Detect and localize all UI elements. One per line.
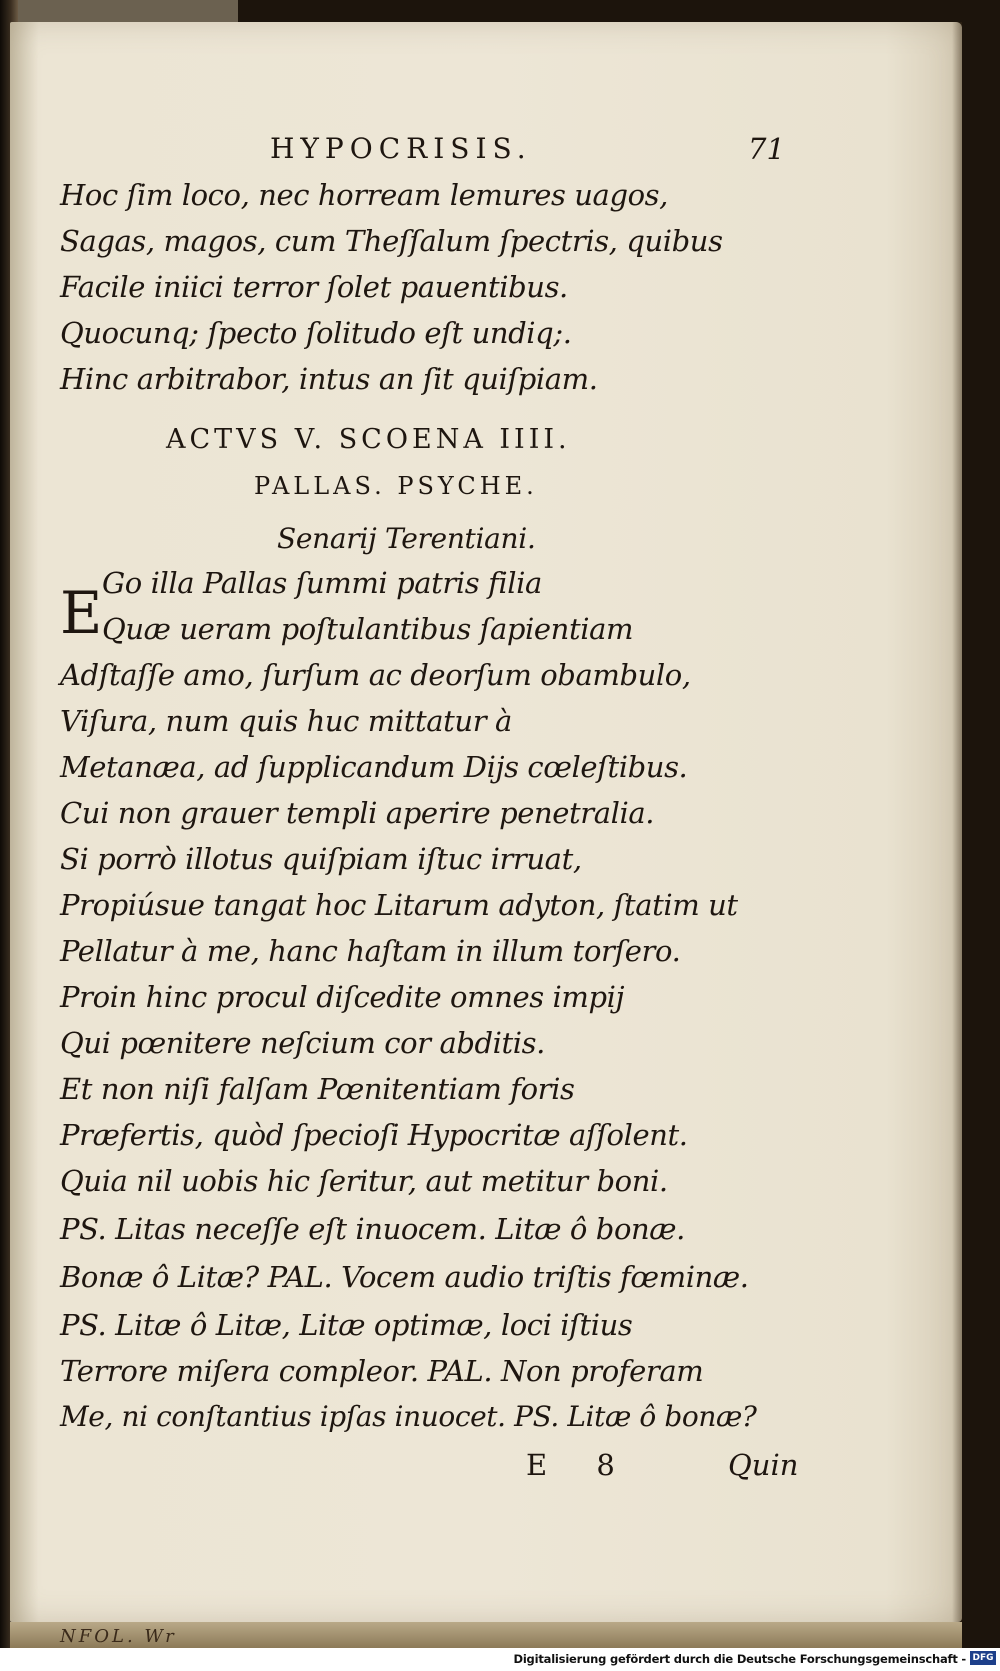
verse-line: Propiúsue tangat hoc Litarum adyton, ſtatim ut bbox=[60, 888, 738, 922]
catchword: Quin bbox=[728, 1448, 799, 1482]
meter-heading: Senarij Terentiani. bbox=[277, 522, 536, 555]
verse-line: Hoc ſim loco, nec horream lemures uagos, bbox=[60, 178, 668, 212]
verse-line: Sagas, magos, cum Theſſalum ſpectris, quibus bbox=[60, 224, 723, 258]
verse-line: Me, ni conſtantius ipſas inuocet. PS. Litæ ô bonæ? bbox=[60, 1400, 757, 1433]
verse-line: PS. Litæ ô Litæ, Litæ optimæ, loci iſtius bbox=[60, 1308, 633, 1342]
verse-line: Et non niſi falſam Pœnitentiam foris bbox=[60, 1072, 575, 1106]
verse-line: Viſura, num quis huc mittatur à bbox=[60, 704, 512, 738]
verse-line: Cui non grauer templi aperire penetralia. bbox=[60, 796, 655, 830]
page-edge-shadow bbox=[952, 22, 962, 1622]
running-head: HYPOCRISIS. bbox=[270, 132, 532, 165]
verse-line: Metanæa, ad ſupplicandum Dijs cœleſtibus. bbox=[60, 750, 688, 784]
verse-line: Quocunq; ſpecto ſolitudo eſt undiq;. bbox=[60, 316, 572, 350]
folio-number: 71 bbox=[748, 132, 785, 166]
verse-line: Bonæ ô Litæ? PAL. Vocem audio triſtis fœminæ. bbox=[60, 1260, 749, 1294]
verse-line: Quia nil uobis hic ſeritur, aut metitur boni. bbox=[60, 1164, 668, 1198]
verse-line: Proin hinc procul diſcedite omnes impij bbox=[60, 980, 625, 1014]
verse-line: Terrore miſera compleor. PAL. Non proferam bbox=[60, 1354, 704, 1388]
digitization-credit: Digitalisierung gefördert durch die Deutsche Forschungsgemeinschaft - bbox=[513, 1652, 966, 1666]
verse-line: Quæ ueram poſtulantibus ſapientiam bbox=[102, 612, 634, 646]
act-scene-heading: ACTVS V. SCOENA IIII. bbox=[166, 424, 571, 455]
verse-line: Præfertis, quòd ſpecioſi Hypocritæ aſſolent. bbox=[60, 1118, 688, 1152]
verse-line: Pellatur à me, hanc haſtam in illum torſero. bbox=[60, 934, 681, 968]
verse-line: Adſtaſſe amo, ſurſum ac deorſum obambulo, bbox=[60, 658, 691, 692]
dramatis-personae: PALLAS. PSYCHE. bbox=[254, 472, 538, 500]
verse-line: Go illa Pallas ſummi patris filia bbox=[102, 566, 542, 600]
verse-line: Qui pœnitere neſcium cor abditis. bbox=[60, 1026, 545, 1060]
verse-line: Si porrò illotus quiſpiam iſtuc irruat, bbox=[60, 842, 582, 876]
bottom-ink-fragment: NFOL. Wr bbox=[60, 1626, 177, 1647]
verse-line: Facile iniici terror ſolet pauentibus. bbox=[60, 270, 568, 304]
verse-line: PS. Litas neceſſe eſt inuocem. Litæ ô bonæ. bbox=[60, 1212, 685, 1246]
dfg-logo: DFG bbox=[970, 1651, 996, 1665]
verse-line: Hinc arbitrabor, intus an ſit quiſpiam. bbox=[60, 362, 598, 396]
drop-initial: E bbox=[60, 579, 103, 647]
signature-mark: E 8 bbox=[526, 1448, 635, 1482]
